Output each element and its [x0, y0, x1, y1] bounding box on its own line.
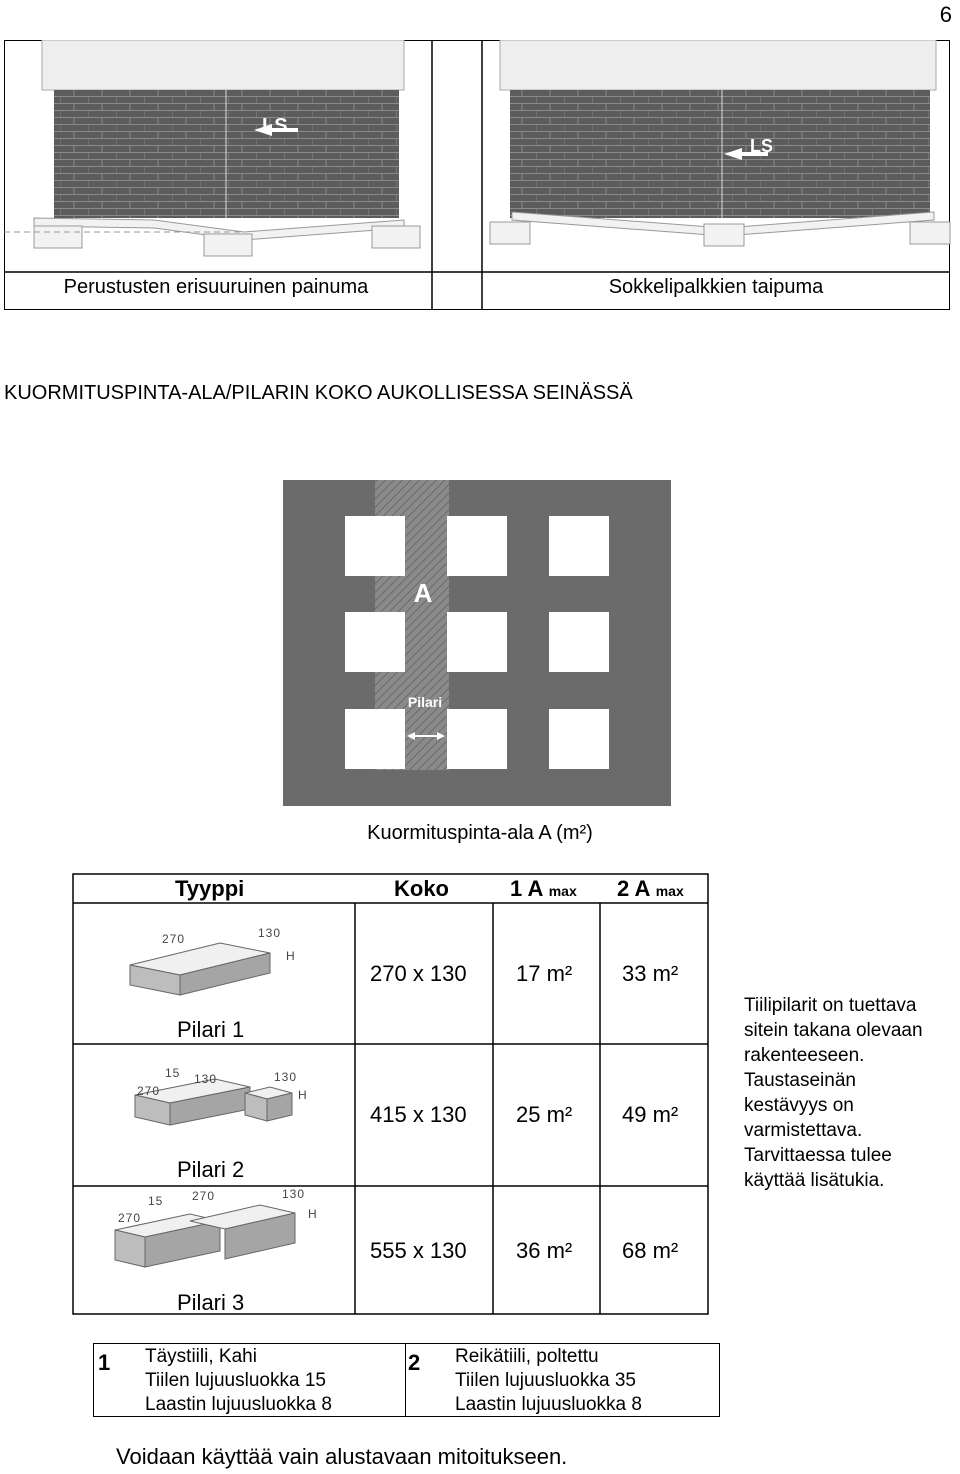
beam-left [42, 40, 404, 90]
row2-name: Pilari 2 [177, 1157, 245, 1182]
svg-text:15: 15 [148, 1194, 164, 1208]
header-type: Tyyppi [175, 876, 245, 901]
row3-a2: 68 m² [622, 1238, 679, 1263]
brick-wall-right [510, 90, 930, 218]
legend-num-1: 1 [98, 1350, 111, 1375]
svg-text:130: 130 [274, 1070, 298, 1084]
row2-size: 415 x 130 [370, 1102, 467, 1127]
header-size: Koko [394, 876, 449, 901]
brick-1 [130, 926, 296, 995]
brick-drawings [80, 915, 320, 1295]
row2-a2: 49 m² [622, 1102, 679, 1127]
svg-text:130: 130 [194, 1072, 218, 1086]
legend-text-1: Täystiili, Kahi Tiilen lujuusluokka 15 Laastin lujuusluokka 8 [145, 1346, 332, 1415]
footer-note: Voidaan käyttää vain alustavaan mitoitukseen. [116, 1444, 568, 1469]
row3-a1: 36 m² [516, 1238, 573, 1263]
beam-right [500, 40, 936, 90]
svg-text:130: 130 [258, 926, 282, 940]
svg-text:H: H [308, 1207, 318, 1221]
legend-text-2: Reikätiili, poltettu Tiilen lujuusluokka 35 Laastin lujuusluokka 8 [455, 1346, 642, 1415]
wall-openings-diagram [283, 480, 671, 806]
pillar-label: Pilari [407, 694, 443, 710]
ls-label-right: LS [750, 136, 774, 156]
svg-text:H: H [298, 1088, 308, 1102]
svg-text:H: H [286, 949, 296, 963]
svg-text:270: 270 [162, 932, 186, 946]
row1-name: Pilari 1 [177, 1017, 245, 1042]
svg-text:270: 270 [192, 1189, 216, 1203]
area-label: A [413, 578, 433, 608]
svg-text:270: 270 [118, 1211, 142, 1225]
svg-text:130: 130 [282, 1187, 306, 1201]
ls-label-left: LS [262, 115, 288, 137]
side-note: Tiilipilarit on tuettava sitein takana olevaan rakenteeseen. Taustaseinän kestävyys on varmistettava. Tarvittaessa tulee käyttää lisätukia. [744, 995, 923, 1191]
header-a2: 2 A max [617, 876, 684, 901]
left-caption: Perustusten erisuuruinen painuma [63, 276, 369, 298]
row1-a2: 33 m² [622, 961, 679, 986]
settlement-figures [4, 40, 960, 312]
brick-2 [135, 1066, 308, 1125]
legend-num-2: 2 [408, 1350, 421, 1375]
row3-name: Pilari 3 [177, 1290, 245, 1315]
section-title: KUORMITUSPINTA-ALA/PILARIN KOKO AUKOLLISESSA SEINÄSSÄ [4, 382, 633, 404]
legend-divider [405, 1343, 406, 1417]
diagram-caption: Kuormituspinta-ala A (m²) [367, 822, 593, 844]
brick-3 [115, 1187, 318, 1267]
page-number: 6 [939, 2, 952, 27]
row1-size: 270 x 130 [370, 961, 467, 986]
row1-a1: 17 m² [516, 961, 573, 986]
svg-text:15: 15 [165, 1066, 181, 1080]
header-a1: 1 A max [510, 876, 577, 901]
row2-a1: 25 m² [516, 1102, 573, 1127]
row3-size: 555 x 130 [370, 1238, 467, 1263]
svg-text:270: 270 [137, 1084, 161, 1098]
right-caption: Sokkelipalkkien taipuma [608, 276, 824, 298]
